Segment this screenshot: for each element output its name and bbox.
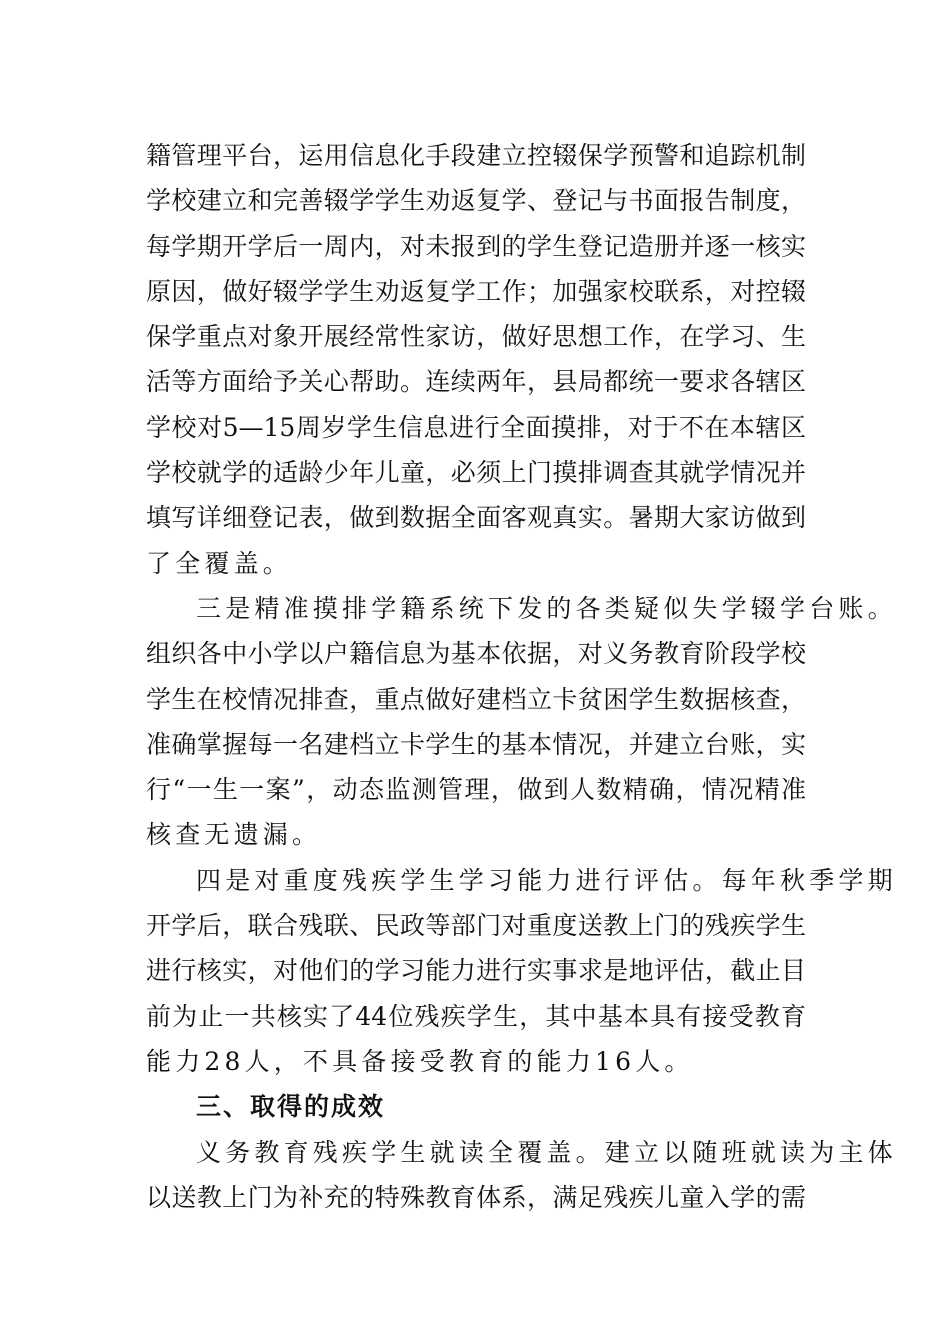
text-line: 原因，做好辍学学生劝返复学工作；加强家校联系，对控辍 [146,276,806,306]
text-line: 学生在校情况排查，重点做好建档立卡贫困学生数据核查， [146,684,806,714]
text-line: 保学重点对象开展经常性家访，做好思想工作，在学习、生 [146,322,806,352]
section-heading: 三、取得的成效 [196,1092,386,1122]
text-line: 组织各中小学以户籍信息为基本依据，对义务教育阶段学校 [146,639,806,669]
text-line: 籍管理平台，运用信息化手段建立控辍保学预警和追踪机制 [146,141,806,170]
text-line: 开学后，联合残联、民政等部门对重度送教上门的残疾学生 [146,911,806,941]
text-line: 活等方面给予关心帮助。连续两年，县局都统一要求各辖区 [146,367,806,397]
text-line: 以送教上门为补充的特殊教育体系，满足残疾儿童入学的需 [146,1182,806,1212]
document-body [146,133,897,1220]
text-line: 进行核实，对他们的学习能力进行实事求是地评估，截止目 [146,956,806,986]
text-line: 行“一生一案”，动态监测管理，做到人数精确，情况精准 [146,775,806,805]
text-line: 核查无遗漏。 [146,820,322,850]
paragraph-start-line: 义务教育残疾学生就读全覆盖。建立以随班就读为主体 [196,1137,897,1167]
text-line: 学校对5—15周岁学生信息进行全面摸排，对于不在本辖区 [146,412,806,442]
text-line: 能力28人，不具备接受教育的能力16人。 [146,1046,694,1076]
text-line: 填写详细登记表，做到数据全面客观真实。暑期大家访做到 [146,503,806,533]
text-line: 学校建立和完善辍学学生劝返复学、登记与书面报告制度， [146,186,806,216]
text-line: 前为止一共核实了44位残疾学生，其中基本具有接受教育 [146,1001,806,1031]
text-line: 了全覆盖。 [146,548,293,578]
text-line: 每学期开学后一周内，对未报到的学生登记造册并逐一核实 [146,231,806,261]
text-line: 学校就学的适龄少年儿童，必须上门摸排调查其就学情况并 [146,458,806,488]
paragraph-start-line: 四是对重度残疾学生学习能力进行评估。每年秋季学期 [196,865,897,895]
text-line: 准确掌握每一名建档立卡学生的基本情况，并建立台账，实 [146,729,806,759]
paragraph-start-line: 三是精准摸排学籍系统下发的各类疑似失学辍学台账。 [196,593,897,623]
